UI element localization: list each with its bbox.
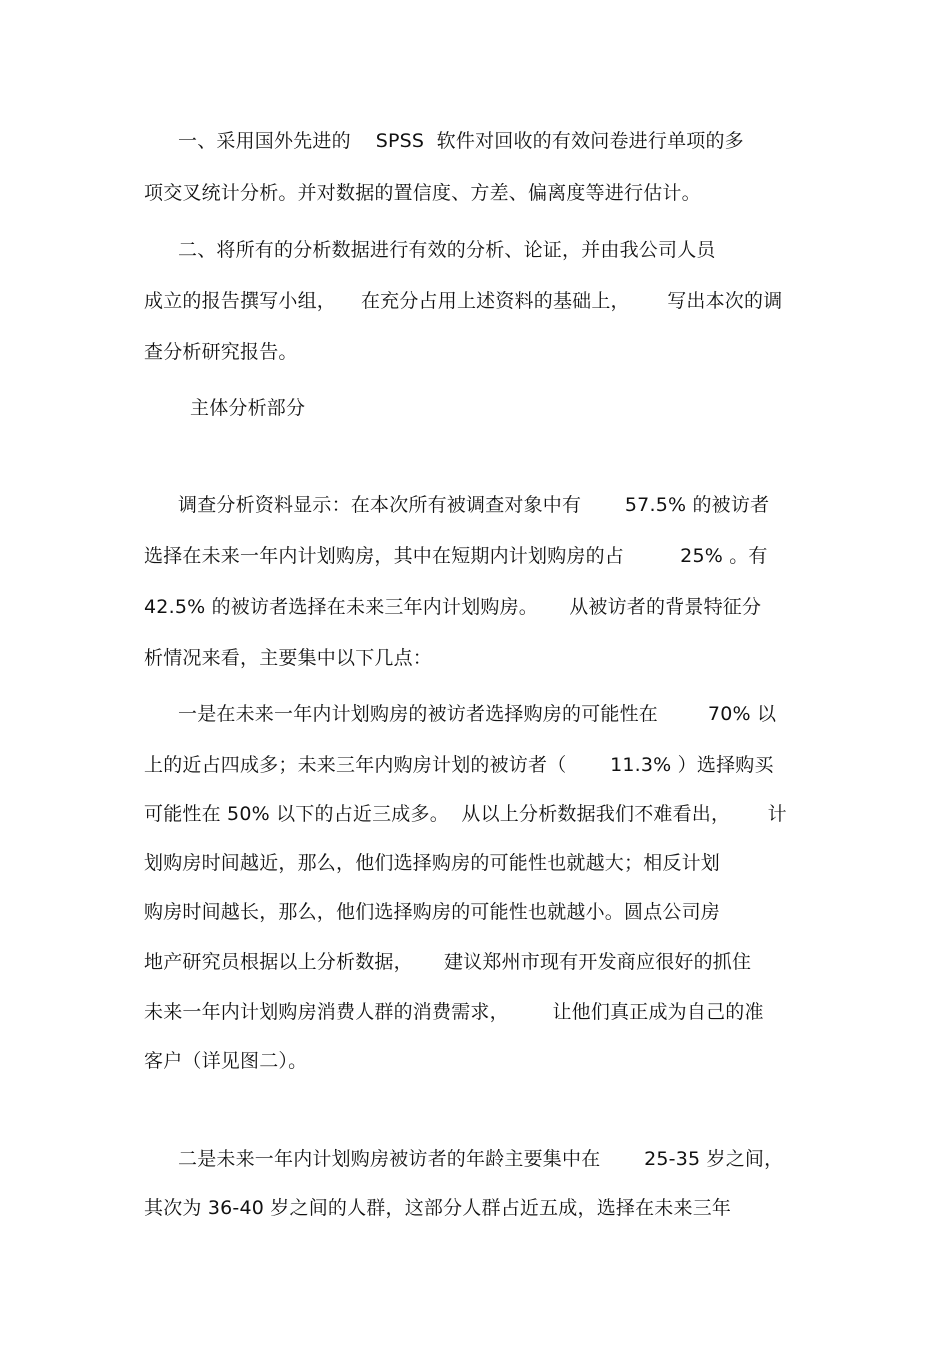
paragraph-line: 客户（详见图二）。 <box>144 1050 308 1072</box>
paragraph-line: 查分析研究报告。 <box>144 341 298 363</box>
paragraph-line: 购房时间越长，那么，他们选择购房的可能性也就越小。圆点公司房 <box>144 901 721 923</box>
paragraph-line: 未来一年内计划购房消费人群的消费需求， 让他们真正成为自己的准 <box>144 1001 764 1023</box>
paragraph-line: 42.5% 的被访者选择在未来三年内计划购房。 从被访者的背景特征分 <box>144 596 762 618</box>
paragraph-line: 其次为 36-40 岁之间的人群，这部分人群占近五成，选择在未来三年 <box>144 1197 732 1219</box>
paragraph-line: 二、将所有的分析数据进行有效的分析、论证，并由我公司人员 <box>178 239 716 261</box>
paragraph-line: 一、采用国外先进的 SPSS 软件对回收的有效问卷进行单项的多 <box>178 130 744 152</box>
paragraph-line: 选择在未来一年内计划购房，其中在短期内计划购房的占 25% 。有 <box>144 545 768 567</box>
paragraph-line: 可能性在 50% 以下的占近三成多。 从以上分析数据我们不难看出， 计 <box>144 803 787 825</box>
paragraph-line: 一是在未来一年内计划购房的被访者选择购房的可能性在 70% 以 <box>178 703 777 725</box>
paragraph-line: 上的近占四成多；未来三年内购房计划的被访者（ 11.3% ）选择购买 <box>144 754 774 776</box>
paragraph-line: 成立的报告撰写小组， 在充分占用上述资料的基础上， 写出本次的调 <box>144 290 783 312</box>
paragraph-line: 项交叉统计分析。并对数据的置信度、方差、偏离度等进行估计。 <box>144 182 701 204</box>
paragraph-line: 调查分析资料显示：在本次所有被调查对象中有 57.5% 的被访者 <box>178 494 770 516</box>
paragraph-line: 二是未来一年内计划购房被访者的年龄主要集中在 25-35 岁之间， <box>178 1148 784 1170</box>
paragraph-line: 析情况来看，主要集中以下几点： <box>144 647 433 669</box>
section-heading: 主体分析部分 <box>190 397 306 419</box>
paragraph-line: 划购房时间越近，那么，他们选择购房的可能性也就越大；相反计划 <box>144 852 721 874</box>
paragraph-line: 地产研究员根据以上分析数据， 建议郑州市现有开发商应很好的抓住 <box>144 951 752 973</box>
